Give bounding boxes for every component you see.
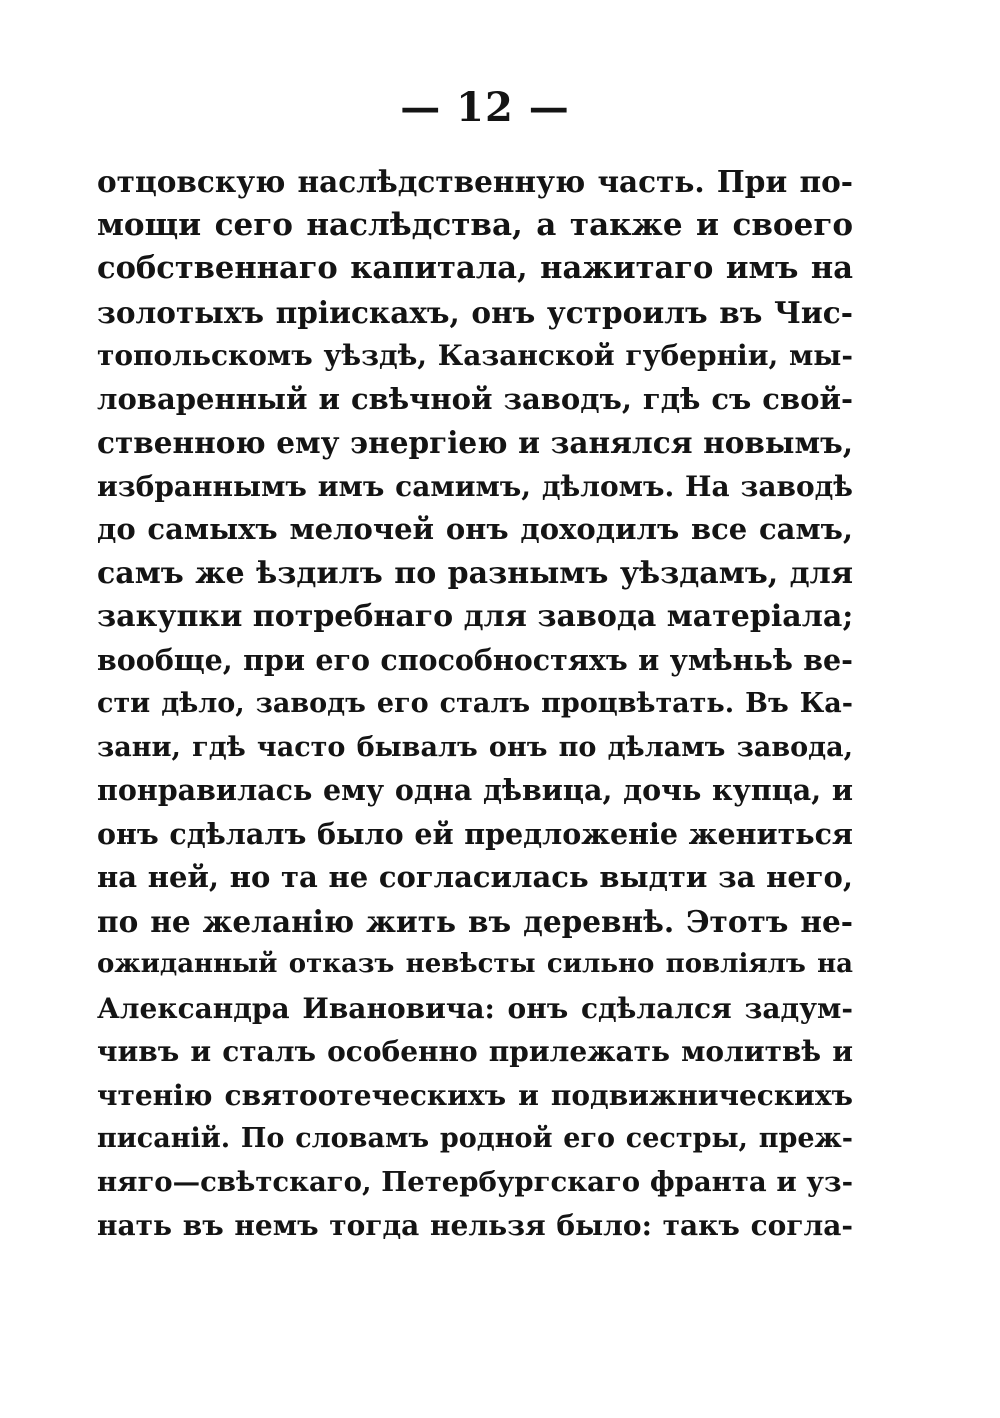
- text-line-17: на ней, но та не согласилась выдти за него,: [97, 860, 853, 894]
- text-line-12: вообще, при его способностяхъ и умѣньѣ ве-: [97, 642, 853, 677]
- text-line-18: по не желанію жить въ деревнѣ. Этотъ не-: [97, 903, 853, 939]
- text-line-20: Александра Ивановича: онъ сдѣлался задум-: [97, 991, 853, 1025]
- text-line-9: до самыхъ мелочей онъ доходилъ все самъ,: [97, 512, 853, 546]
- text-line-8: избраннымъ имъ самимъ, дѣломъ. На заводѣ: [97, 469, 853, 503]
- text-line-1: отцовскую наслѣдственную часть. При по-: [97, 164, 853, 199]
- text-line-23: писаній. По словамъ родной его сестры, преж-: [97, 1123, 853, 1154]
- text-line-16: онъ сдѣлалъ было ей предложеніе жениться: [97, 816, 853, 851]
- text-line-2: мощи сего наслѣдства, а также и своего: [97, 206, 853, 243]
- text-line-19: ожиданный отказъ невѣсты сильно повліялъ на: [97, 949, 853, 979]
- text-line-3: собственнаго капитала, нажитаго имъ на: [97, 250, 853, 286]
- text-line-13: сти дѣло, заводъ его сталъ процвѣтать. Въ Ка-: [97, 688, 853, 719]
- text-line-4: золотыхъ пріискахъ, онъ устроилъ въ Чис-: [97, 294, 853, 330]
- text-line-25: нать въ немъ тогда нельзя было: такъ согла-: [97, 1209, 853, 1242]
- text-line-24: няго—свѣтскаго, Петербургскаго франта и уз-: [97, 1165, 853, 1198]
- text-line-15: понравилась ему одна дѣвица, дочь купца, и: [97, 773, 853, 807]
- page-number: — 12 —: [400, 84, 570, 131]
- text-line-21: чивъ и сталъ особенно прилежать молитвѣ и: [97, 1035, 853, 1068]
- text-line-11: закупки потребнаго для завода матеріала;: [97, 599, 853, 634]
- body-text: [97, 160, 853, 1248]
- text-line-6: ловаренный и свѣчной заводъ, гдѣ съ свой-: [97, 381, 853, 416]
- text-line-7: ственною ему энергіею и занялся новымъ,: [97, 425, 853, 460]
- text-line-14: зани, гдѣ часто бывалъ онъ по дѣламъ завода,: [97, 731, 853, 763]
- text-line-10: самъ же ѣздилъ по разнымъ уѣздамъ, для: [97, 555, 853, 591]
- text-line-5: топольскомъ уѣздѣ, Казанской губерніи, мы-: [97, 339, 853, 372]
- text-line-22: чтенію святоотеческихъ и подвижническихъ: [97, 1078, 853, 1112]
